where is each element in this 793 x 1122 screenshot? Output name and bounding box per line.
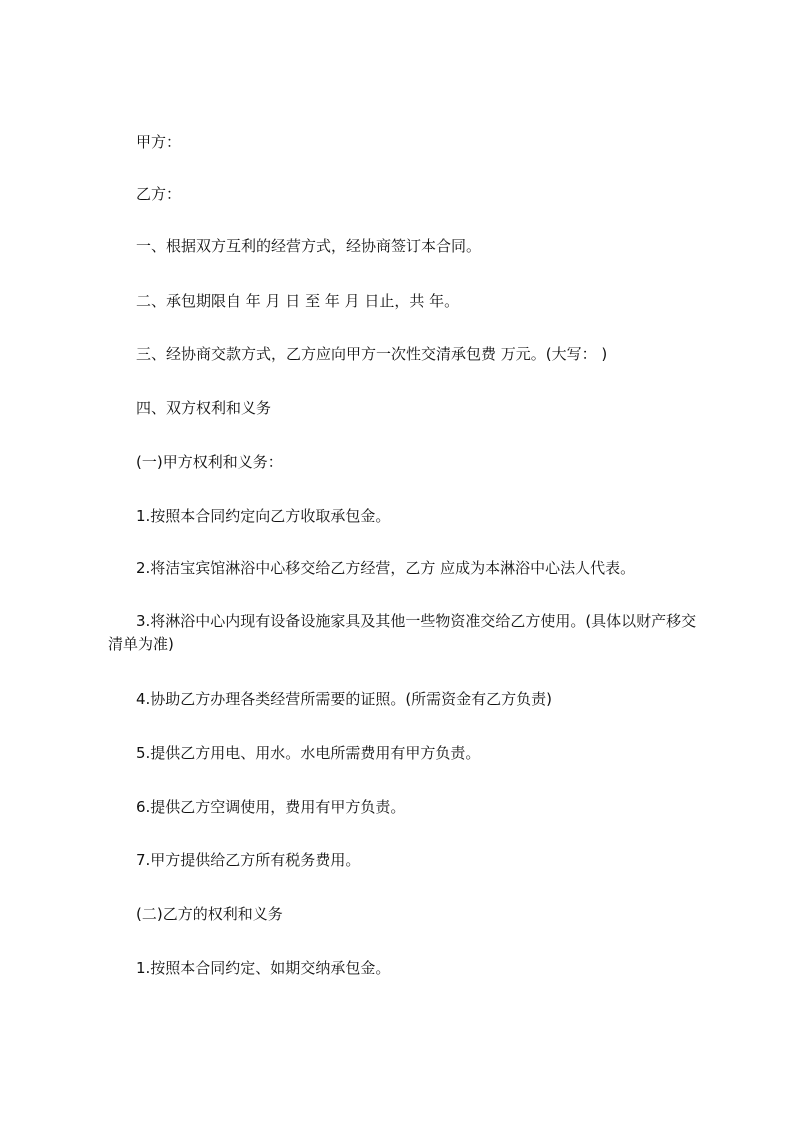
section-a-item: 2.将洁宝宾馆淋浴中心移交给乙方经营，乙方 应成为本淋浴中心法人代表。 [136, 559, 636, 577]
section-a-item: 7.甲方提供给乙方所有税务费用。 [136, 851, 361, 869]
section-a-item: 6.提供乙方空调使用，费用有甲方负责。 [136, 798, 406, 816]
section-a-item: 1.按照本合同约定向乙方收取承包金。 [136, 507, 391, 525]
clause-3: 三、经协商交款方式，乙方应向甲方一次性交清承包费 万元。(大写： ) [136, 345, 608, 363]
party-b-label: 乙方： [136, 185, 182, 203]
section-a-heading: (一)甲方权利和义务： [136, 453, 283, 471]
clause-1: 一、根据双方互利的经营方式，经协商签订本合同。 [136, 237, 482, 255]
party-a-label: 甲方： [136, 133, 182, 151]
clause-4-heading: 四、双方权利和义务 [136, 399, 272, 417]
section-a-item: 5.提供乙方用电、用水。水电所需费用有甲方负责。 [136, 744, 481, 762]
clause-2: 二、承包期限自 年 月 日 至 年 月 日止，共 年。 [136, 292, 460, 310]
section-a-item: 3.将淋浴中心内现有设备设施家具及其他一些物资准交给乙方使用。(具体以财产移交清单为准) [108, 612, 697, 653]
section-b-heading: (二)乙方的权利和义务 [136, 905, 283, 923]
section-a-item: 4.协助乙方办理各类经营所需要的证照。(所需资金有乙方负责) [136, 690, 553, 708]
section-b-item: 1.按照本合同约定、如期交纳承包金。 [136, 959, 391, 977]
